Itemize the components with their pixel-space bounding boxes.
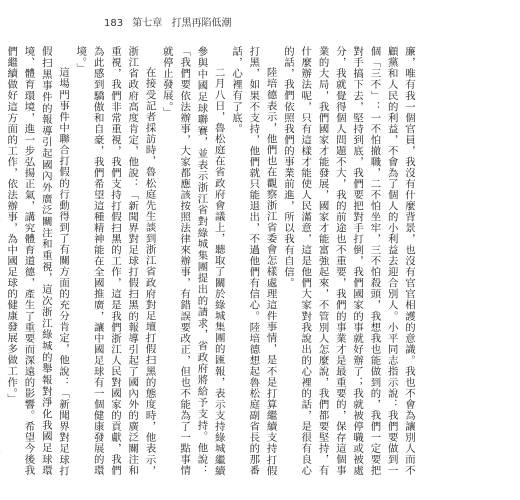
- body-text: [5, 46, 417, 476]
- page-number: 183: [104, 18, 124, 29]
- paragraph: 廉，唯有我一個官員，我沒有什麼背景，也沒有官官相護的意識。我也不會為讓別人而不顧黨和人民的利益，不會為了個人的小利益去迎合別人。小平同志指示說：我們要做到一個「三不」：一不怕撤職，二不怕坐牢，三不怕殺頭，我想我也能做到的，我們一定要把對手搞下去，堅持到底，我們要把對手打倒，我們國家的事就好辦了；我就被停職或被處分，我就覺得個人問題不大，我的前途也不重要，我們的事業才是最重要的，保存這個事業的大局，我們國家才能發展，國家才能富強起來，不管別人怎麼說，我們都要堅持，有什麼辦法呢，只有這樣才能使人民滿意，這是他們大家對我說出的心裡的話，是很有良心的話，我們依照我們的事業前進，所以我有自信。: [281, 46, 415, 476]
- chapter-label: 第七章: [132, 18, 163, 29]
- paragraph: 陸培德表示，他們也在觀察浙江省委會怎樣處理這件事情，是不是打算繼續支持打假打黑，如果不支持，他們就只能退出，不過他們有信心。陸培德想起魯松庭副省長的那番話，心裡有了底。: [230, 46, 277, 476]
- paragraph: 這場門事件中聯合打假的行動得到了有關方面的充分肯定，他說：「新聞界對足球打假扫黑事件的報導引起國內外廣泛關注和重視，這次浙江綠城的舉報對淨化我國足球環境、體育環境，進一步弘揚正氣，講究體育道德，產生了重要而深遠的影響。希望今後我們繼續做好這方面的工作，依法辦事，為中國足球的健康發展多做工作。」: [5, 46, 70, 476]
- paragraph: [0, 46, 2, 476]
- chapter-title: 打黑再陷低潮: [171, 18, 232, 29]
- paragraph: 二月八日，魯松庭在省政府會議上，聽取了關於綠城集團的匯報，表示支持綠城繼續參與中國足球聯賽，並表示浙江省對綠城集團提出的請求，省政府將給予支持。他說：「我們要依法辦事，大家都應該按照法律來辦事，有錯誤要改正，但也不能為了一點事情就停止發展。」: [160, 46, 225, 476]
- page-header: [104, 14, 237, 29]
- paragraph: 在接受記者採訪時，魯松庭先生談到浙江省政府對足壇打假扫黑的態度時，他表示，浙江省政府高度肯定，他說：「新聞界對足球打假扫黑的報導引起了國內外的廣泛關注和重視，我們非常重視，我們支持打假扫黑的工作，這是我們浙江人民對國家的貢獻，我們為此感到驕傲和自豪，我們希望這種精神能在全國推廣，讓中國足球有一個健康發展的環境。」: [74, 46, 156, 476]
